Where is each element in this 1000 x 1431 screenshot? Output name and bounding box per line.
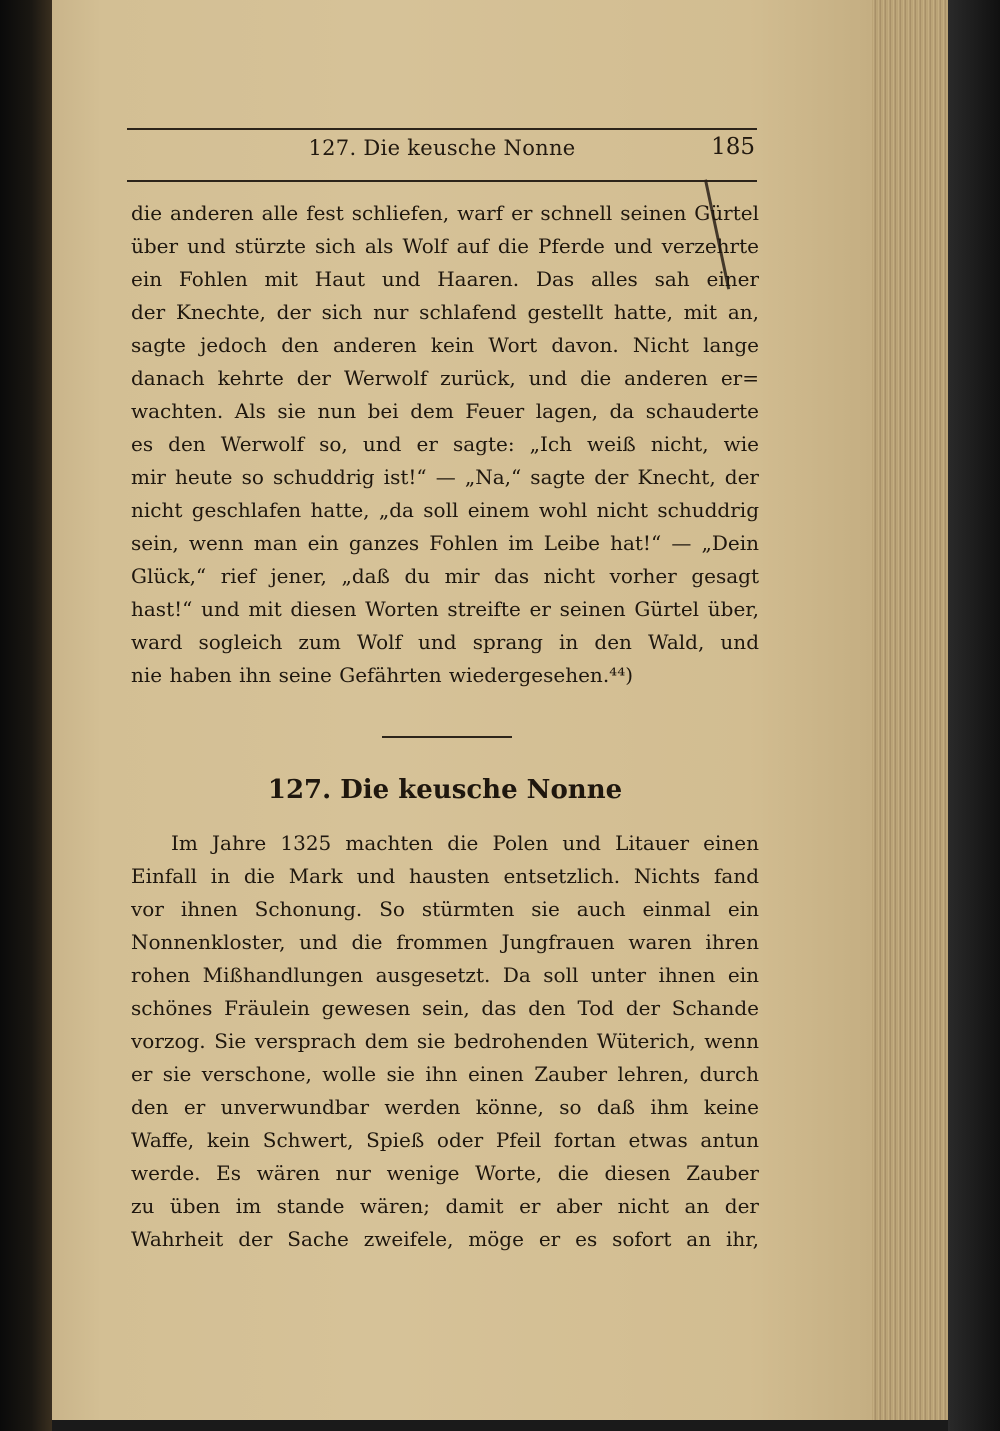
text-line: ein Fohlen mit Haut und Haaren. Das alles sah einer (131, 267, 759, 291)
previous-page-edge (0, 0, 52, 1431)
bottom-shadow (52, 1420, 948, 1431)
text-line: Glück,“ rief jener, „daß du mir das nicht vorher gesagt (131, 564, 759, 588)
page-number: 185 (711, 134, 755, 160)
text-line: die anderen alle fest schliefen, warf er schnell seinen Gürtel (131, 201, 759, 225)
continued-paragraph (131, 197, 759, 692)
text-line: mir heute so schuddrig ist!“ — „Na,“ sagte der Knecht, der (131, 465, 759, 489)
text-line: Im Jahre 1325 machten die Polen und Litauer einen (171, 831, 759, 855)
text-line: nicht geschlafen hatte, „da soll einem wohl nicht schuddrig (131, 498, 759, 522)
text-line: zu üben im stande wären; damit er aber nicht an der (131, 1194, 759, 1218)
text-line: Einfall in die Mark und hausten entsetzlich. Nichts fand (131, 864, 759, 888)
text-line: über und stürzte sich als Wolf auf die Pferde und verzehrte (131, 234, 759, 258)
page-stack-edge (872, 0, 948, 1420)
text-line: ward sogleich zum Wolf und sprang in den Wald, und (131, 630, 759, 654)
section-title: 127. Die keusche Nonne (267, 775, 623, 805)
text-line: Wahrheit der Sache zweifele, möge er es sofort an ihr, (131, 1227, 759, 1251)
text-line: rohen Mißhandlungen ausgesetzt. Da soll unter ihnen ein (131, 963, 759, 987)
text-line: danach kehrte der Werwolf zurück, und die anderen er= (131, 366, 759, 390)
text-line: schönes Fräulein gewesen sein, das den Tod der Schande (131, 996, 759, 1020)
book-cover-edge (948, 0, 1000, 1431)
text-line: es den Werwolf so, und er sagte: „Ich weiß nicht, wie (131, 432, 759, 456)
text-line: Nonnenkloster, und die frommen Jungfrauen waren ihren (131, 930, 759, 954)
text-line: er sie verschone, wolle sie ihn einen Zauber lehren, durch (131, 1062, 759, 1086)
page-header (127, 128, 757, 182)
section-paragraph (131, 827, 759, 1256)
text-line: nie haben ihn seine Gefährten wiedergesehen.⁴⁴) (131, 663, 634, 687)
running-head: 127. Die keusche Nonne (308, 136, 576, 160)
text-line: der Knechte, der sich nur schlafend gestellt hatte, mit an, (131, 300, 759, 324)
text-line: hast!“ und mit diesen Worten streifte er seinen Gürtel über, (131, 597, 759, 621)
text-line: wachten. Als sie nun bei dem Feuer lagen, da schauderte (131, 399, 759, 423)
text-line: Waffe, kein Schwert, Spieß oder Pfeil fortan etwas antun (131, 1128, 759, 1152)
text-line: den er unverwundbar werden könne, so daß ihm keine (131, 1095, 759, 1119)
section-separator (382, 736, 512, 738)
text-line: vorzog. Sie versprach dem sie bedrohenden Wüterich, wenn (131, 1029, 759, 1053)
text-line: vor ihnen Schonung. So stürmten sie auch einmal ein (131, 897, 759, 921)
text-line: werde. Es wären nur wenige Worte, die diesen Zauber (131, 1161, 759, 1185)
text-line: sagte jedoch den anderen kein Wort davon. Nicht lange (131, 333, 759, 357)
text-line: sein, wenn man ein ganzes Fohlen im Leibe hat!“ — „Dein (131, 531, 759, 555)
